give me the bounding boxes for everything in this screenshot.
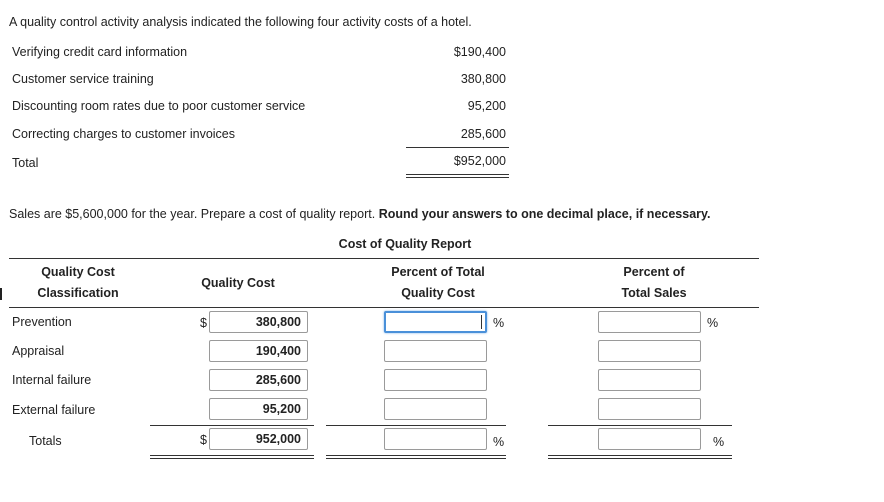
header-pct-total: Quality Cost (401, 286, 475, 300)
subtotal-rule (406, 147, 509, 148)
subtotal-rule (548, 425, 732, 426)
activity-amount: 285,600 (460, 127, 506, 141)
quality-cost-input[interactable] (209, 369, 308, 391)
header-top-rule (9, 258, 759, 259)
activity-total-label: Total (12, 156, 39, 170)
pct-sales-input[interactable] (598, 398, 701, 420)
total-pct-sales-input[interactable] (598, 428, 701, 450)
currency-symbol: $ (200, 433, 207, 447)
text-cursor (481, 315, 482, 329)
intro-text: A quality control activity analysis indicated the following four activity costs of a hotel. (9, 15, 472, 29)
activity-label: Discounting room rates due to poor customer service (12, 99, 306, 113)
totals-label: Totals (29, 434, 62, 448)
quality-cost-input[interactable] (209, 340, 308, 362)
header-pct-sales: Total Sales (621, 286, 687, 300)
pct-total-input[interactable] (384, 369, 487, 391)
percent-sign: % (713, 435, 725, 449)
percent-sign: % (493, 435, 505, 449)
row-label: Prevention (12, 315, 72, 329)
header-classification: Classification (37, 286, 119, 300)
activity-total-amount: $952,000 (453, 154, 506, 168)
activity-label: Customer service training (12, 72, 154, 86)
pct-sales-input[interactable] (598, 311, 701, 333)
pct-sales-input[interactable] (598, 369, 701, 391)
pct-total-input[interactable] (384, 398, 487, 420)
total-quality-cost-input[interactable] (209, 428, 308, 450)
currency-symbol: $ (200, 316, 207, 330)
instructions (9, 207, 711, 221)
header-pct-total: Percent of Total (391, 265, 485, 279)
percent-sign: % (707, 316, 719, 330)
header-quality-cost: Quality Cost (201, 276, 275, 290)
header-bottom-rule (9, 307, 759, 308)
activity-amount: 380,800 (460, 72, 506, 86)
subtotal-rule (150, 425, 314, 426)
left-edge-marker (0, 288, 2, 300)
total-double-rule (548, 455, 732, 459)
quality-cost-input[interactable] (209, 398, 308, 420)
row-label: External failure (12, 403, 96, 417)
row-label: Appraisal (12, 344, 65, 358)
percent-sign: % (493, 316, 505, 330)
activity-label: Correcting charges to customer invoices (12, 127, 236, 141)
instructions-bold: Round your answers to one decimal place, if necessary. (378, 207, 711, 221)
total-double-rule (406, 174, 509, 178)
pct-sales-input[interactable] (598, 340, 701, 362)
header-classification: Quality Cost (41, 265, 115, 279)
instructions-plain: Sales are $5,600,000 for the year. Prepare a cost of quality report. (9, 207, 376, 221)
activity-amount: 95,200 (467, 99, 506, 113)
total-pct-total-input[interactable] (384, 428, 487, 450)
pct-total-input[interactable] (384, 311, 487, 333)
quality-cost-input[interactable] (209, 311, 308, 333)
header-pct-sales: Percent of (623, 265, 685, 279)
total-double-rule (150, 455, 314, 459)
activity-amount: $190,400 (453, 45, 506, 59)
subtotal-rule (326, 425, 506, 426)
pct-total-input[interactable] (384, 340, 487, 362)
total-double-rule (326, 455, 506, 459)
row-label: Internal failure (12, 373, 92, 387)
report-title: Cost of Quality Report (338, 237, 472, 251)
activity-label: Verifying credit card information (12, 45, 188, 59)
